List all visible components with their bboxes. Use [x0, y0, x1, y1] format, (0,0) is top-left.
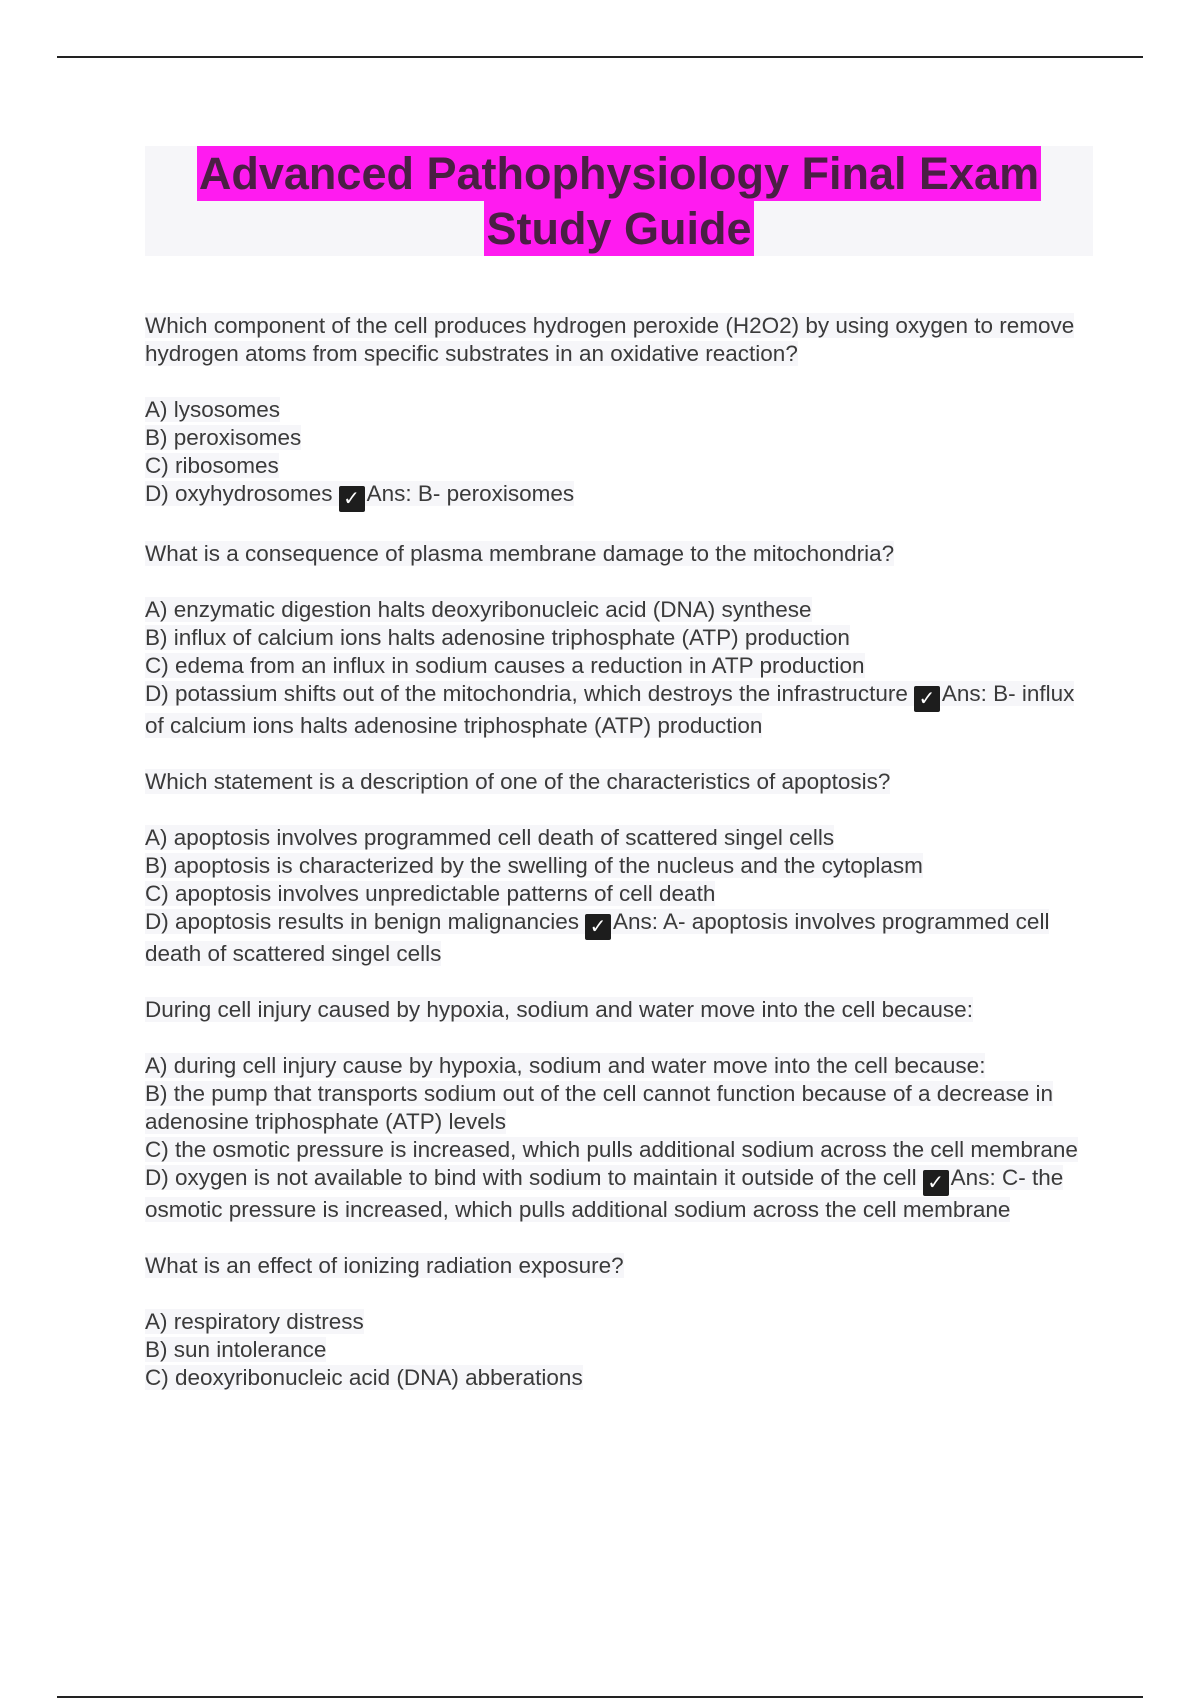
answer-key: Ans: A- apoptosis involves programmed cell death of scattered singel cells [145, 909, 1050, 966]
answer-options [145, 824, 1095, 968]
answer-key: Ans: C- the osmotic pressure is increased, which pulls additional sodium across the cell membrane [145, 1165, 1064, 1222]
answer-option: D) oxyhydrosomes ✓ Ans: B- peroxisomes [145, 481, 575, 510]
question-block [145, 1252, 1095, 1392]
answer-option: B) the pump that transports sodium out of the cell cannot function because of a decrease in adenosine triphosphate (ATP) levels [145, 1081, 1054, 1134]
answer-option: A) during cell injury cause by hypoxia, sodium and water move into the cell because: [145, 1053, 986, 1078]
check-box-icon: ✓ [585, 914, 611, 940]
answer-option: B) peroxisomes [145, 425, 302, 450]
answer-key: Ans: B- peroxisomes [366, 481, 575, 506]
page-title-line-1: Advanced Pathophysiology Final Exam [198, 148, 1040, 199]
question-text: During cell injury caused by hypoxia, sodium and water move into the cell because: [145, 997, 973, 1022]
bottom-rule [57, 1696, 1143, 1698]
answer-options [145, 596, 1095, 740]
page-title-line-2: Study Guide [486, 203, 752, 254]
answer-options [145, 1052, 1095, 1224]
answer-options [145, 1308, 1095, 1392]
answer-option: B) influx of calcium ions halts adenosine triphosphate (ATP) production [145, 625, 850, 650]
answer-option: C) the osmotic pressure is increased, which pulls additional sodium across the cell membrane [145, 1137, 1078, 1162]
question-text: What is an effect of ionizing radiation exposure? [145, 1253, 624, 1278]
answer-option: C) edema from an influx in sodium causes a reduction in ATP production [145, 653, 865, 678]
answer-option: A) lysosomes [145, 397, 281, 422]
answer-option: C) ribosomes [145, 453, 279, 478]
answer-key: Ans: B- influx of calcium ions halts adenosine triphosphate (ATP) production [145, 681, 1075, 738]
answer-option: B) sun intolerance [145, 1337, 327, 1362]
answer-option: D) apoptosis results in benign malignancies ✓ Ans: A- apoptosis involves programmed cell death of scattered singel cells [145, 909, 1050, 966]
question-block [145, 996, 1095, 1224]
answer-option: D) potassium shifts out of the mitochondria, which destroys the infrastructure ✓ Ans: B- influx of calcium ions halts adenosine triphosphate (ATP) production [145, 681, 1075, 738]
answer-option: D) oxygen is not available to bind with sodium to maintain it outside of the cell ✓ Ans: C- the osmotic pressure is increased, which pulls additional sodium across the cell membrane [145, 1165, 1064, 1222]
question-list [145, 312, 1095, 1420]
check-box-icon: ✓ [914, 686, 940, 712]
answer-option: C) deoxyribonucleic acid (DNA) abberations [145, 1365, 583, 1390]
check-box-icon: ✓ [339, 486, 365, 512]
question-block [145, 540, 1095, 740]
answer-option: A) apoptosis involves programmed cell death of scattered singel cells [145, 825, 835, 850]
question-block [145, 312, 1095, 512]
title-block [145, 146, 1093, 256]
question-text: Which statement is a description of one of the characteristics of apoptosis? [145, 769, 891, 794]
answer-option: C) apoptosis involves unpredictable patterns of cell death [145, 881, 716, 906]
answer-option: B) apoptosis is characterized by the swelling of the nucleus and the cytoplasm [145, 853, 923, 878]
question-text: Which component of the cell produces hydrogen peroxide (H2O2) by using oxygen to remove hydrogen atoms from specific substrates in an oxidative reaction? [145, 313, 1075, 366]
answer-options [145, 396, 1095, 512]
question-text: What is a consequence of plasma membrane damage to the mitochondria? [145, 541, 895, 566]
top-rule [57, 56, 1143, 58]
question-block [145, 768, 1095, 968]
answer-option: A) enzymatic digestion halts deoxyribonucleic acid (DNA) synthese [145, 597, 812, 622]
check-box-icon: ✓ [923, 1170, 949, 1196]
answer-option: A) respiratory distress [145, 1309, 364, 1334]
